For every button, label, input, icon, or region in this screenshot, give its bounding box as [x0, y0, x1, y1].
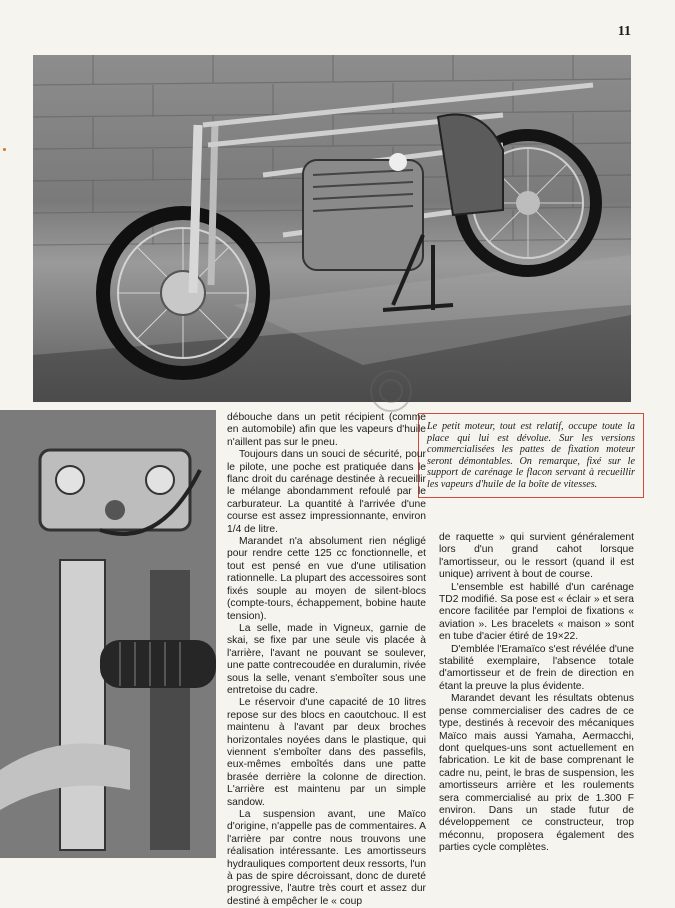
paragraph: de raquette » qui survient généralement lors d'un grand cahot lorsque l'amortisseur, ou le ressort (quand il est unique) arrivent à bout de course. — [439, 532, 634, 581]
paragraph: Marandet devant les résultats obtenus pense commercialiser des cadres de ce type, destinés à recevoir des mécaniques Maïco mais aussi Yamaha, Aermacchi, dont quelques-uns sont actuellement en fabrication. Le kit de base comprenant le cadre nu, peint, le bras de suspension, les amortisseurs arrière et les roulements sera commercialisé au prix de 1.300 F environ. Dans un stade futur de développement ce constructeur, trop méconnu, proposera également des parties cycle complètes. — [439, 693, 634, 854]
margin-mark — [3, 148, 6, 151]
paragraph: La selle, made in Vigneux, garnie de skai, se fixe par une seule vis placée à l'arrière, l'avant ne pouvant se soulever, une patte contrecoudée en duralumin, rivée sous la selle, venant s'emboîter sous une entretoise du cadre. — [227, 622, 426, 696]
paragraph: Le réservoir d'une capacité de 10 litres repose sur des blocs en caoutchouc. Il est maintenu à l'avant par deux broches horizontales noyées dans le plastique, qui viennent s'emboîter dans des passefils, eux-mêmes emboîtés dans une patte brasée derrière la colonne de direction. L'arrière est maintenu par un simple sandow. — [227, 697, 426, 808]
motorcycle-illustration — [33, 55, 631, 402]
paragraph: La suspension avant, une Maïco d'origine, n'appelle pas de commentaires. A l'arrière par contre nous trouvons une réalisation intéressante. Les amortisseurs hydrauliques comportent deux ressorts, l'un à pas de spire décroissant, donc de dureté progressive, l'autre très court et assez dur destiné à empêcher le « coup — [227, 809, 426, 907]
photo-caption: Le petit moteur, tout est relatif, occupe toute la place qui lui est dévolue. Sur les versions commercialisées les pattes de fixation moteur seront démontables. On remarque, fixé sur le support de carénage le flacon servant à recueillir les vapeurs d'huile de la boîte de vitesses. — [418, 413, 644, 498]
paragraph: débouche dans un petit récipient (comme en automobile) afin que les vapeurs d'huile n'aillent pas sur le pneu. — [227, 412, 426, 448]
article-column-right — [439, 532, 634, 855]
paragraph: L'ensemble est habillé d'un carénage TD2 modifié. Sa pose est « éclair » et sera encore facilitée par l'emploi de fixations « aviation ». Les bracelets « maison » sont en tube d'acier étiré de 19×22. — [439, 581, 634, 643]
paragraph: Toujours dans un souci de sécurité, pour le pilote, une poche est pratiquée dans le flanc droit du carénage destinée à recueillir le mélange abondamment refoulé par le carburateur. La quantité à l'arrivée d'une course est assez impressionnante, environ 1/4 de litre. — [227, 449, 426, 535]
paragraph: Marandet n'a absolument rien négligé pour rendre cette 125 cc fonctionnelle, et tout est pensé en vue d'une utilisation rationnelle. La plupart des accessoires sont fixés souple au moyen de silent-blocs (compte-tours, échappement, bobine haute tension). — [227, 536, 426, 622]
article-column-middle — [227, 412, 426, 908]
paragraph: D'emblée l'Eramaïco s'est révélée d'une stabilité exemplaire, l'absence totale d'amortisseur et de frein de direction en étant la preuve la plus évidente. — [439, 643, 634, 692]
handlebar-detail-photo — [0, 410, 216, 858]
watermark-logo — [368, 368, 414, 414]
motorcycle-photo — [33, 55, 631, 402]
handlebar-illustration — [0, 410, 216, 858]
page-number: 11 — [617, 24, 631, 39]
